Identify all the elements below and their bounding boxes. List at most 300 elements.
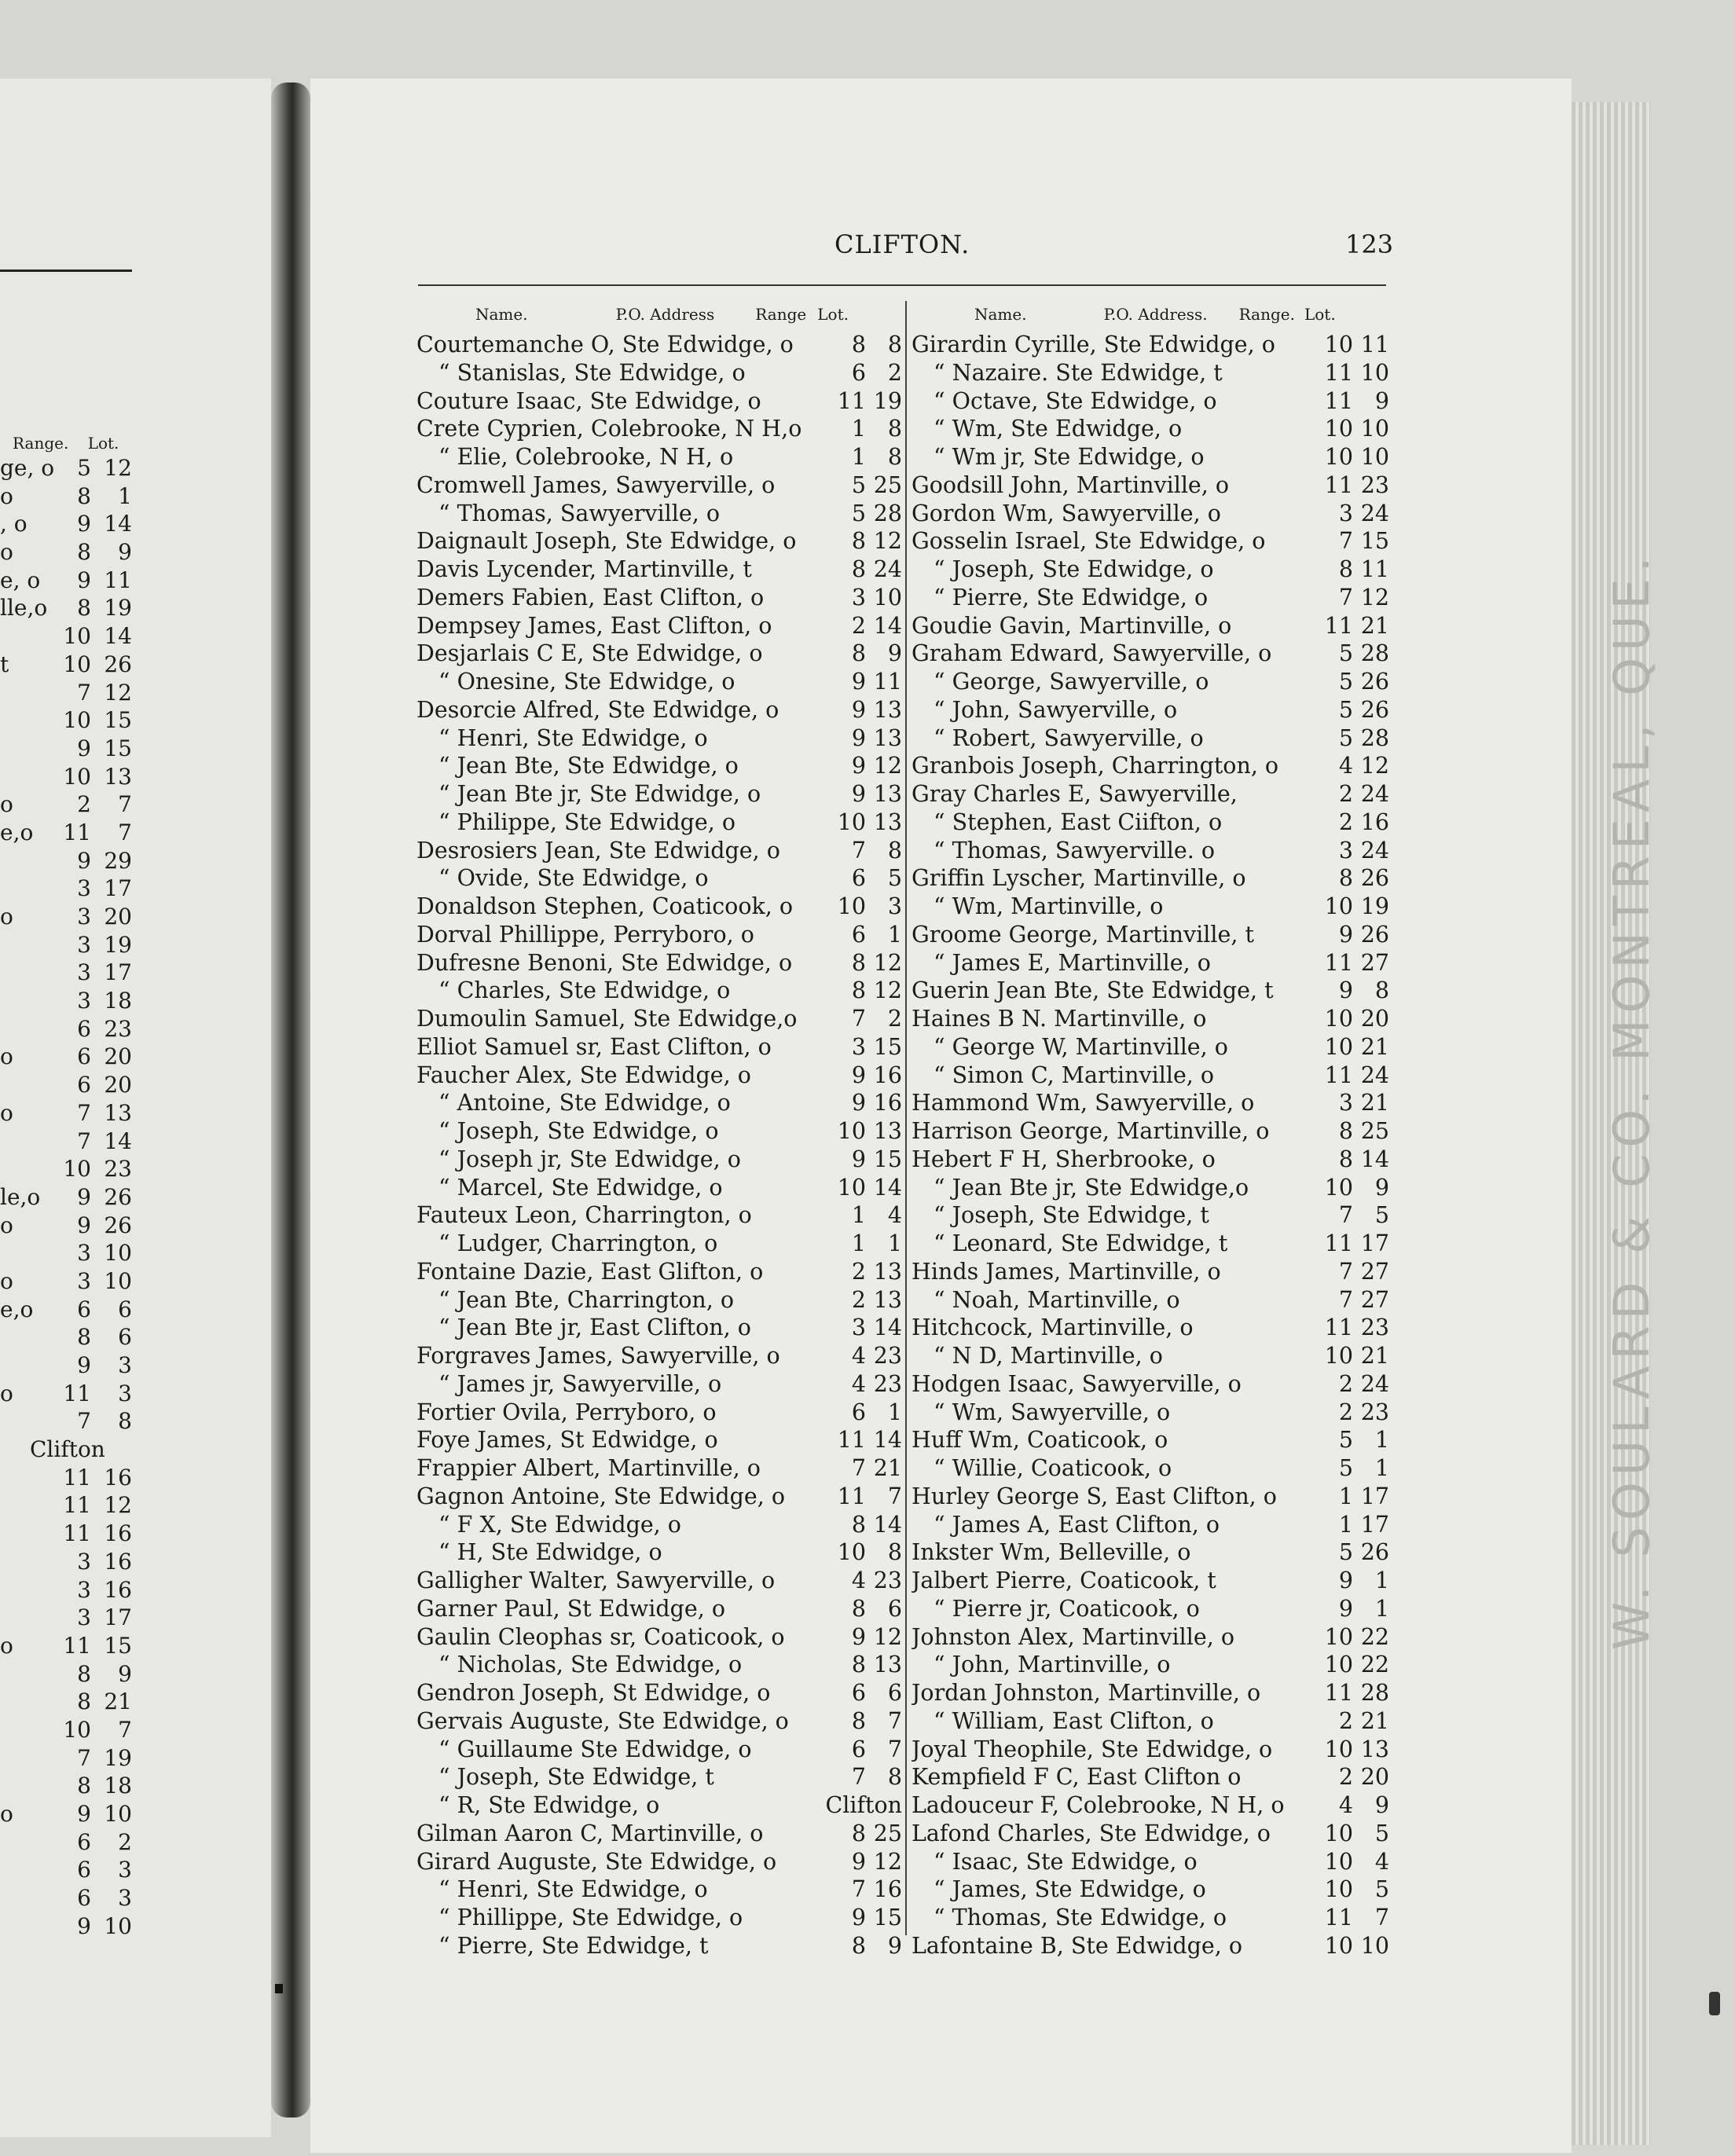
entry-range: 10: [1324, 1820, 1353, 1846]
entry-name-address: Faucher Alex, Ste Edwidge, o: [416, 1062, 751, 1088]
entry-lot: 26: [1360, 696, 1389, 723]
left-page-row: [0, 1155, 138, 1183]
entry-range: 3: [1338, 837, 1353, 864]
directory-entry: [416, 443, 902, 471]
left-row-lot: 23: [104, 1015, 132, 1042]
entry-lot: 21: [1360, 1707, 1389, 1734]
left-page-row: [0, 1548, 138, 1576]
left-row-text: e, o: [0, 566, 41, 593]
entry-lot: 26: [1360, 669, 1389, 695]
entry-lot: 11: [873, 669, 902, 695]
left-row-text: [0, 874, 57, 903]
left-page-row: [0, 1239, 138, 1267]
entry-lot: 14: [873, 1427, 902, 1454]
directory-entry: [912, 977, 1389, 1005]
left-page-row: [0, 1323, 138, 1351]
entry-lot: 24: [1360, 837, 1389, 864]
left-row-range: 9: [77, 1352, 91, 1378]
entry-lot: 10: [873, 584, 902, 610]
entry-range: 2: [1338, 1370, 1353, 1397]
left-row-lot: 3: [118, 1352, 132, 1378]
directory-entry: [912, 752, 1389, 780]
left-row-lot: 10: [104, 1267, 132, 1294]
entry-name-address: Gagnon Antoine, Ste Edwidge, o: [416, 1483, 786, 1509]
entry-name-address: “ Phillippe, Ste Edwidge, o: [438, 1905, 743, 1930]
left-page-row: [0, 1660, 138, 1688]
range-header: Range: [755, 305, 807, 324]
left-row-range: 11: [63, 1464, 91, 1490]
entry-name-address: Couture Isaac, Ste Edwidge, o: [416, 387, 761, 414]
left-row-lot: 14: [104, 623, 132, 650]
left-page-row: [0, 763, 138, 791]
directory-entry: [912, 696, 1389, 724]
entry-name-address: Dempsey James, East Clifton, o: [416, 612, 772, 639]
entry-name-address: “ Stephen, East Ciifton, o: [934, 808, 1223, 835]
directory-entry: [912, 893, 1389, 921]
directory-entry: [416, 612, 902, 640]
directory-entry: [416, 1399, 902, 1427]
entry-range: 10: [1324, 1652, 1353, 1678]
entry-range: 10: [1324, 1174, 1353, 1201]
left-page-row: [0, 594, 138, 622]
entry-lot: 12: [873, 753, 902, 779]
entry-name-address: Desrosiers Jean, Ste Edwidge, o: [416, 837, 780, 864]
left-row-lot: 20: [104, 904, 132, 930]
left-row-range: 3: [77, 1604, 91, 1631]
entry-name-address: Gendron Joseph, St Edwidge, o: [416, 1680, 771, 1706]
entry-lot: 11: [1360, 556, 1389, 582]
left-row-range: 7: [77, 1744, 91, 1771]
directory-entry: [416, 921, 902, 949]
directory-entry: [912, 1820, 1389, 1848]
entry-name-address: Gaulin Cleophas sr, Coaticook, o: [416, 1623, 785, 1650]
entry-lot: 2: [887, 1006, 902, 1032]
directory-entry: [912, 1567, 1389, 1595]
entry-range: 8: [851, 332, 866, 358]
entry-name-address: “ Jean Bte, Ste Edwidge, o: [438, 753, 739, 779]
entry-name-address: “ Pierre, Ste Edwidge, o: [934, 584, 1209, 610]
directory-entry: [912, 949, 1389, 977]
left-row-lot: 15: [104, 1632, 132, 1659]
directory-entry: [416, 1201, 902, 1230]
directory-entry: [912, 1707, 1389, 1736]
left-row-lot: 6: [118, 1324, 132, 1351]
left-row-text: [0, 1576, 57, 1604]
directory-entry: [912, 471, 1389, 500]
entry-lot: 9: [1374, 387, 1389, 414]
left-row-range: 6: [77, 1072, 91, 1098]
left-row-lot: 8: [118, 1408, 132, 1435]
left-row-text: e,o: [0, 819, 34, 845]
entry-lot: 10: [1360, 444, 1389, 470]
entry-range: 11: [837, 1483, 866, 1509]
directory-entry: [912, 331, 1389, 359]
left-row-lot: 7: [118, 1716, 132, 1743]
entry-name-address: “ Elie, Colebrooke, N H, o: [438, 444, 734, 470]
entry-range: 8: [1338, 865, 1353, 892]
entry-lot: 15: [873, 1146, 902, 1172]
left-page-row: [0, 1520, 138, 1548]
entry-range: 11: [1324, 1062, 1353, 1088]
entry-name-address: “ H, Ste Edwidge, o: [438, 1539, 662, 1566]
entry-range: 7: [1338, 528, 1353, 555]
directory-entry: [912, 415, 1389, 443]
entry-name-address: Granbois Joseph, Charrington, o: [912, 753, 1279, 779]
left-row-text: o: [0, 1043, 13, 1070]
directory-entry: [416, 359, 902, 387]
entry-name-address: “ N D, Martinville, o: [934, 1343, 1163, 1369]
entry-lot: 28: [873, 500, 902, 526]
directory-entry: [912, 1201, 1389, 1230]
ink-mark: [1709, 1992, 1720, 2015]
entry-name-address: Gilman Aaron C, Martinville, o: [416, 1820, 764, 1846]
directory-entry: [416, 893, 902, 921]
entry-lot: 1: [1374, 1568, 1389, 1593]
entry-range: 10: [1324, 893, 1353, 919]
left-row-lot: 26: [104, 1212, 132, 1238]
entry-name-address: “ Nicholas, Ste Edwidge, o: [438, 1652, 743, 1678]
entry-name-address: Harrison George, Martinville, o: [912, 1118, 1270, 1144]
left-row-lot: 26: [104, 1183, 132, 1210]
left-page-row: [0, 1351, 138, 1380]
left-row-text: t: [0, 651, 9, 677]
directory-entry: [416, 640, 902, 668]
directory-entry: [416, 1651, 902, 1679]
entry-range: 9: [851, 1623, 866, 1650]
left-row-range: 3: [77, 959, 91, 986]
directory-entry: [416, 864, 902, 893]
directory-entry: [912, 640, 1389, 668]
entry-name-address: Jalbert Pierre, Coaticook, t: [912, 1568, 1216, 1593]
entry-lot: 12: [1360, 584, 1389, 610]
entry-name-address: “ Thomas, Sawyerville. o: [934, 837, 1216, 864]
left-page-row: [0, 903, 138, 931]
left-page-row: [0, 454, 138, 482]
directory-entry: [912, 612, 1389, 640]
directory-entry: [912, 443, 1389, 471]
entry-name-address: Huff Wm, Coaticook, o: [912, 1427, 1168, 1454]
address-header: P.O. Address.: [1103, 305, 1208, 324]
left-row-range: 9: [77, 1912, 91, 1939]
directory-entry: [912, 1595, 1389, 1623]
left-row-text: [0, 1772, 57, 1800]
left-row-lot: 15: [104, 735, 132, 761]
range-header: Range.: [1238, 305, 1295, 324]
left-row-lot: 12: [104, 679, 132, 706]
entry-range: 10: [1324, 444, 1353, 470]
entry-range: 10: [837, 1118, 866, 1144]
entry-lot: 28: [1360, 640, 1389, 667]
entry-range: 6: [851, 921, 866, 948]
entry-range: 11: [1324, 387, 1353, 414]
entry-range: 5: [1338, 1539, 1353, 1566]
directory-entry: [416, 1174, 902, 1202]
left-row-note: Clifton: [30, 1436, 105, 1463]
entry-range: 9: [851, 753, 866, 779]
left-row-range: 3: [77, 1267, 91, 1294]
directory-entry: [912, 1370, 1389, 1399]
left-page-row: [0, 1099, 138, 1128]
entry-lot: 8: [887, 444, 902, 470]
directory-entry: [416, 1511, 902, 1539]
entry-range: 10: [1324, 1876, 1353, 1903]
entry-lot: 3: [887, 893, 902, 919]
left-page-row: [0, 1071, 138, 1099]
directory-entry: [416, 1146, 902, 1174]
entry-lot: 16: [873, 1876, 902, 1903]
entry-name-address: Inkster Wm, Belleville, o: [912, 1539, 1191, 1566]
lot-header: Lot.: [1304, 305, 1336, 324]
entry-range: 6: [851, 1399, 866, 1425]
left-row-range: 10: [63, 623, 91, 650]
left-row-range: 3: [77, 875, 91, 902]
directory-entry: [416, 556, 902, 584]
entry-name-address: Griffin Lyscher, Martinville, o: [912, 865, 1246, 892]
left-row-lot: 6: [118, 1296, 132, 1322]
entry-lot: 16: [1360, 808, 1389, 835]
left-page-row: [0, 510, 138, 538]
entry-name-address: “ Antoine, Ste Edwidge, o: [438, 1090, 731, 1116]
left-row-range: 7: [77, 1128, 91, 1154]
left-row-range: 8: [77, 1688, 91, 1715]
directory-entry: [912, 1230, 1389, 1258]
entry-lot: 23: [873, 1370, 902, 1397]
entry-lot: 13: [873, 1258, 902, 1285]
entry-lot: 23: [1360, 1314, 1389, 1341]
entry-name-address: Donaldson Stephen, Coaticook, o: [416, 893, 794, 919]
directory-entry: [416, 1005, 902, 1033]
directory-entry: [912, 1426, 1389, 1454]
directory-entry: [912, 1286, 1389, 1314]
entry-name-address: Crete Cyprien, Colebrooke, N H,o: [416, 416, 802, 442]
entry-name-address: “ Onesine, Ste Edwidge, o: [438, 669, 735, 695]
left-page-row: [0, 1015, 138, 1043]
entry-range: 11: [1324, 612, 1353, 639]
entry-lot: 1: [887, 1399, 902, 1425]
entry-lot: 25: [1360, 1118, 1389, 1144]
directory-entry: [416, 1679, 902, 1707]
entry-lot: 13: [873, 696, 902, 723]
left-page-row: [0, 651, 138, 679]
entry-lot: 15: [1360, 528, 1389, 555]
left-page-row: [0, 538, 138, 566]
entry-name-address: “ Joseph, Ste Edwidge, t: [438, 1764, 714, 1791]
entry-lot: 26: [1360, 865, 1389, 892]
entry-name-address: Hebert F H, Sherbrooke, o: [912, 1146, 1216, 1172]
left-row-range: 6: [77, 1857, 91, 1883]
left-row-lot: 16: [104, 1520, 132, 1547]
entry-range: 11: [1324, 359, 1353, 386]
entry-range: 9: [851, 1062, 866, 1088]
left-row-text: o: [0, 1801, 13, 1827]
entry-name-address: Gosselin Israel, Ste Edwidge, o: [912, 528, 1266, 555]
left-page-row: [0, 1296, 138, 1324]
entry-range: 6: [851, 359, 866, 386]
entry-range: 7: [1338, 584, 1353, 610]
directory-entry: [912, 359, 1389, 387]
directory-entry: [912, 1146, 1389, 1174]
entry-lot: 9: [1374, 1792, 1389, 1818]
directory-entry: [416, 1595, 902, 1623]
left-row-range: 9: [77, 511, 91, 537]
left-page-row: [0, 1212, 138, 1240]
entry-lot: 21: [1360, 612, 1389, 639]
entry-name-address: Graham Edward, Sawyerville, o: [912, 640, 1272, 667]
entry-range: 9: [1338, 1595, 1353, 1622]
entry-name-address: Jordan Johnston, Martinville, o: [912, 1680, 1261, 1706]
entry-name-address: “ Joseph, Ste Edwidge, o: [438, 1118, 719, 1144]
directory-column-2: [912, 302, 1389, 1960]
left-row-text: [0, 1491, 57, 1520]
left-row-range: 2: [77, 791, 91, 818]
entry-range: 5: [1338, 1455, 1353, 1481]
entry-name-address: “ Leonard, Ste Edwidge, t: [934, 1230, 1228, 1256]
entry-lot: 23: [873, 1568, 902, 1593]
entry-lot: 17: [1360, 1230, 1389, 1256]
entry-range: 2: [851, 1258, 866, 1285]
entry-range: 10: [1324, 1623, 1353, 1650]
left-page-row: [0, 1912, 138, 1941]
left-row-text: [0, 1912, 57, 1941]
directory-entry: [912, 1763, 1389, 1791]
directory-entry: [416, 1314, 902, 1342]
entry-lot: 14: [1360, 1146, 1389, 1172]
entry-range: 9: [851, 669, 866, 695]
left-row-text: [0, 1688, 57, 1716]
left-row-text: [0, 1071, 57, 1099]
entry-range: 9: [851, 1146, 866, 1172]
entry-name-address: Frappier Albert, Martinville, o: [416, 1455, 761, 1481]
left-row-text: [0, 1548, 57, 1576]
left-row-range: 3: [77, 988, 91, 1014]
entry-lot: 5: [1374, 1820, 1389, 1846]
left-row-text: e,o: [0, 1296, 34, 1322]
entry-range: 8: [851, 640, 866, 667]
left-row-range: 10: [63, 651, 91, 677]
left-row-text: o: [0, 1099, 13, 1126]
entry-range: 5: [1338, 724, 1353, 751]
directory-entry: [416, 949, 902, 977]
left-row-range: 8: [77, 1773, 91, 1799]
entry-lot: 5: [1374, 1876, 1389, 1903]
entry-range: 7: [851, 837, 866, 864]
directory-entry: [416, 584, 902, 612]
entry-name-address: Desjarlais C E, Ste Edwidge, o: [416, 640, 763, 667]
entry-range: 8: [851, 977, 866, 1004]
entry-note: Clifton: [825, 1792, 902, 1818]
left-row-range: 3: [77, 1240, 91, 1267]
entry-lot: 13: [873, 1118, 902, 1144]
entry-lot: 24: [873, 556, 902, 582]
entry-lot: 21: [1360, 1090, 1389, 1116]
entry-name-address: “ R, Ste Edwidge, o: [438, 1792, 660, 1818]
directory-entry: [912, 1342, 1389, 1370]
directory-entry: [912, 1062, 1389, 1090]
left-row-lot: 18: [104, 988, 132, 1014]
entry-name-address: “ Joseph, Ste Edwidge, o: [934, 556, 1214, 582]
entry-name-address: “ Jean Bte jr, Ste Edwidge, o: [438, 781, 761, 807]
directory-entry: [912, 1876, 1389, 1904]
left-row-text: [0, 1323, 57, 1351]
entry-range: 1: [851, 1230, 866, 1256]
directory-entry: [912, 864, 1389, 893]
left-row-lot: 23: [104, 1156, 132, 1182]
directory-entry: [912, 1679, 1389, 1707]
left-row-lot: 16: [104, 1548, 132, 1575]
entry-name-address: “ John, Sawyerville, o: [934, 696, 1178, 723]
entry-lot: 28: [1360, 724, 1389, 751]
entry-name-address: “ Jean Bte jr, Ste Edwidge,o: [934, 1174, 1249, 1201]
left-row-text: [0, 1884, 57, 1912]
left-row-range: 9: [77, 847, 91, 874]
left-row-text: [0, 622, 57, 651]
left-row-lot: 9: [118, 1660, 132, 1687]
left-page-row: [0, 847, 138, 875]
directory-entry: [912, 1399, 1389, 1427]
directory-entry: [416, 1089, 902, 1117]
entry-lot: 8: [887, 1539, 902, 1566]
entry-name-address: Lafond Charles, Ste Edwidge, o: [912, 1820, 1271, 1846]
left-row-range: 11: [63, 1492, 91, 1519]
left-row-text: [0, 1856, 57, 1884]
entry-name-address: “ Noah, Martinville, o: [934, 1286, 1180, 1313]
entry-range: 4: [851, 1568, 866, 1593]
entry-range: 7: [1338, 1202, 1353, 1229]
left-row-range: 3: [77, 904, 91, 930]
left-row-lot: 21: [104, 1688, 132, 1715]
left-row-lot: 10: [104, 1801, 132, 1827]
directory-entry: [416, 1932, 902, 1960]
directory-entry: [912, 1033, 1389, 1062]
left-row-text: [0, 1351, 57, 1380]
entry-range: 2: [851, 1286, 866, 1313]
entry-lot: 24: [1360, 781, 1389, 807]
entry-lot: 14: [873, 1174, 902, 1201]
entry-lot: 12: [873, 1623, 902, 1650]
entry-lot: 4: [887, 1202, 902, 1229]
entry-lot: 13: [873, 1652, 902, 1678]
left-row-text: o: [0, 1632, 13, 1659]
entry-name-address: Hammond Wm, Sawyerville, o: [912, 1090, 1255, 1116]
left-row-lot: 10: [104, 1240, 132, 1267]
entry-range: 8: [851, 556, 866, 582]
left-row-lot: 20: [104, 1043, 132, 1070]
entry-lot: 28: [1360, 1680, 1389, 1706]
entry-range: 8: [851, 949, 866, 976]
entry-name-address: Groome George, Martinville, t: [912, 921, 1254, 948]
entry-name-address: Davis Lycender, Martinville, t: [416, 556, 752, 582]
entry-range: 2: [1338, 808, 1353, 835]
entry-range: 11: [837, 1427, 866, 1454]
entry-lot: 12: [1360, 753, 1389, 779]
left-row-text: o: [0, 1380, 13, 1406]
entry-range: 7: [851, 1455, 866, 1481]
entry-lot: 10: [1360, 359, 1389, 386]
entry-name-address: “ Octave, Ste Edwidge, o: [934, 387, 1217, 414]
entry-lot: 11: [1360, 332, 1389, 358]
entry-range: 10: [837, 808, 866, 835]
entry-range: 6: [851, 865, 866, 892]
directory-entry: [416, 1848, 902, 1876]
entry-lot: 14: [873, 1314, 902, 1341]
left-row-text: [0, 1520, 57, 1548]
left-row-range: 8: [77, 1324, 91, 1351]
entry-name-address: Dumoulin Samuel, Ste Edwidge,o: [416, 1006, 798, 1032]
entry-name-address: “ Ludger, Charrington, o: [438, 1230, 718, 1256]
entry-lot: 1: [1374, 1595, 1389, 1622]
directory-entry: [416, 331, 902, 359]
left-row-lot: 11: [104, 566, 132, 593]
